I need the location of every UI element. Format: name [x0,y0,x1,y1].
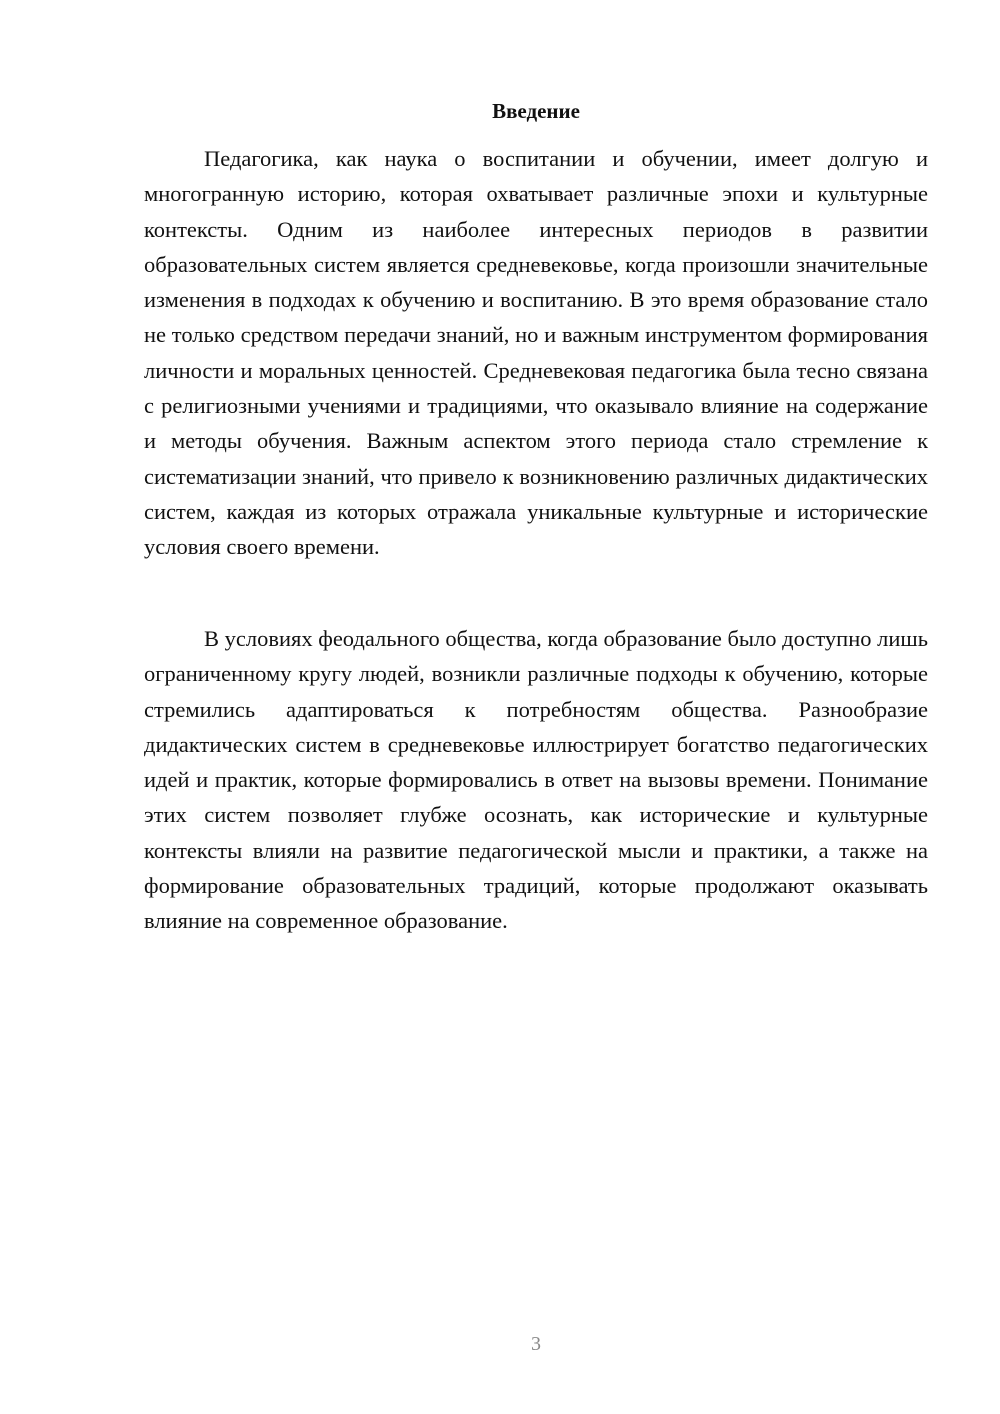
paragraph-2: В условиях феодального общества, когда образование было доступно лишь ограниченному кругу людей, возникли различные подходы к обучению, которые стремились адаптироваться к потребностям общества. Разнообразие дидактических систем в средневековье иллюстрирует богатство педагогических идей и практик, которые формировались в ответ на вызовы времени. Понимание этих систем позволяет глубже осознать, как исторические и культурные контексты влияли на развитие педагогической мысли и практики, а также на формирование образовательных традиций, которые продолжают оказывать влияние на современное образование. [144,626,928,934]
page-number: 3 [531,1333,541,1355]
paragraph-1: Педагогика, как наука о воспитании и обучении, имеет долгую и многогранную историю, которая охватывает различные эпохи и культурные контексты. Одним из наиболее интересных периодов в развитии образовательных систем является средневековье, когда произошли значительные изменения в подходах к обучению и воспитанию. В это время образование стало не только средством передачи знаний, но и важным инструментом формирования личности и моральных ценностей. Средневековая педагогика была тесно связана с религиозными учениями и традициями, что оказывало влияние на содержание и методы обучения. Важным аспектом этого периода стало стремление к систематизации знаний, что привело к возникновению различных дидактических систем, каждая из которых отражала уникальные культурные и исторические условия своего времени. [144,146,928,560]
page-title: Введение [492,99,580,123]
